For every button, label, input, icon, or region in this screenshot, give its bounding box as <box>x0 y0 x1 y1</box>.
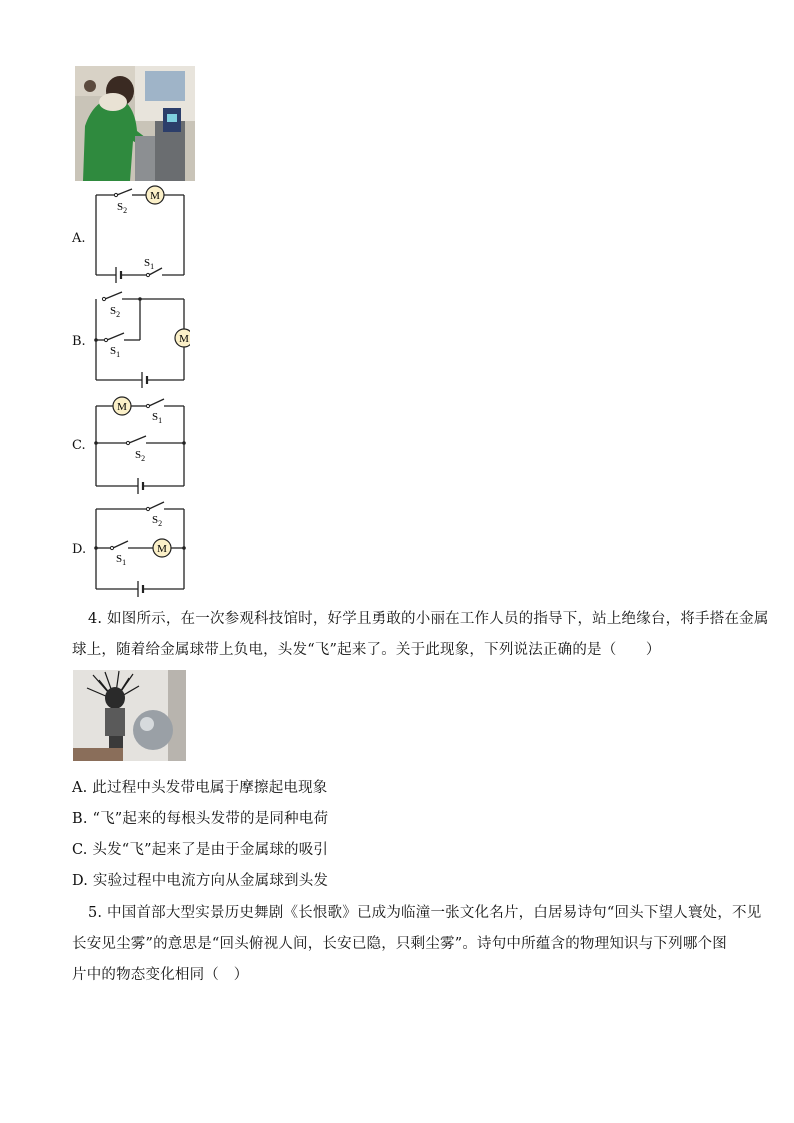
option-a-label: A. <box>72 231 86 246</box>
option-d-label: D. <box>72 542 87 557</box>
option-b-label: B. <box>72 334 86 349</box>
circuit-diagram-d <box>90 498 190 598</box>
q4-option-c: C. 头发“飞”起来了是由于金属球的吸引 <box>72 842 329 858</box>
q4-option-b: B. “飞”起来的每根头发带的是同种电荷 <box>72 811 329 827</box>
circuit-diagram-a <box>90 183 190 283</box>
switch-s2-lever <box>117 189 132 195</box>
q4-option-a: A. 此过程中头发带电属于摩擦起电现象 <box>72 780 328 796</box>
s2-label: $S_2$ <box>135 449 146 463</box>
circuit-diagram-b <box>90 288 190 388</box>
motor-label: M <box>150 190 160 202</box>
circuit-diagram-c <box>90 395 190 495</box>
s2-label: $S_2$ <box>110 305 121 319</box>
s2-label: $S_2$ <box>152 514 163 528</box>
static-hair-photo <box>73 670 186 761</box>
s1-label: $S_1$ <box>110 345 121 359</box>
s1-label: $S_1$ <box>116 553 127 567</box>
q4-stem-line2: 球上，随着给金属球带上负电，头发“飞”起来了。关于此现象，下列说法正确的是（ ） <box>72 642 661 658</box>
s1-label: $S_1$ <box>152 411 163 425</box>
option-c-label: C. <box>72 438 86 453</box>
q5-stem-line1: 5. 中国首部大型实景历史舞剧《长恨歌》已成为临潼一张文化名片，白居易诗句“回头下望人寰处，不见 <box>88 905 762 921</box>
q4-option-d: D. 实验过程中电流方向从金属球到头发 <box>72 873 329 889</box>
svg-text:M: M <box>117 401 127 413</box>
subway-gate-photo <box>75 66 195 181</box>
s1-label: $S_1$ <box>144 257 155 271</box>
svg-text:M: M <box>179 333 189 345</box>
svg-text:M: M <box>157 543 167 555</box>
q5-stem-line2: 长安见尘雾”的意思是“回头俯视人间，长安已隐，只剩尘雾”。诗句中所蕴含的物理知识与下列哪个图 <box>72 936 727 952</box>
s2-label: $S_2$ <box>117 201 128 215</box>
q5-stem-line3: 片中的物态变化相同（ ） <box>72 967 249 983</box>
q4-stem-line1: 4. 如图所示，在一次参观科技馆时，好学且勇敢的小丽在工作人员的指导下，站上绝缘台，将手搭在金属 <box>88 611 769 627</box>
